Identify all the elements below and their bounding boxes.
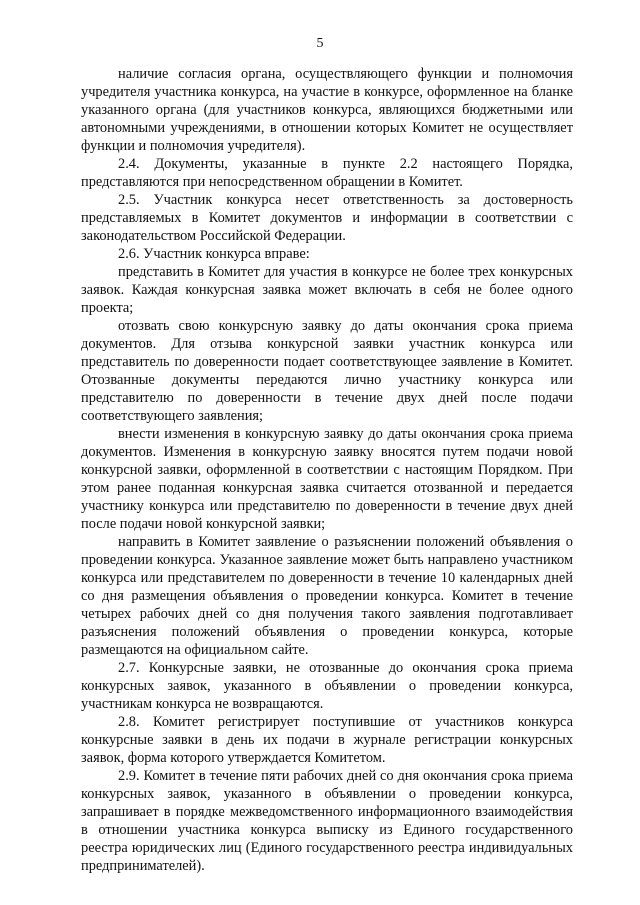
paragraph-request-clarification: направить в Комитет заявление о разъяснении положений объявления о проведении конкурса. Указанное заявление может быть направлено участником конкурса или представителем по доверенности в течение 10 календарных дней со дня размещения объявления о проведении конкурса. Комитет в течение четырех рабочих дней со дня получения такого заявления подготавливает разъяснения положений объявления о проведении конкурса, которые размещаются на официальном сайте. [81,534,573,658]
paragraph-amend-application: внести изменения в конкурсную заявку до даты окончания срока приема документов. Изменения в конкурсную заявку вносятся путем подачи новой конкурсной заявки, оформленной в соответствии с настоящим Порядком. При этом ранее поданная конкурсная заявка считается отозванной и передается участнику конкурса или представителю по доверенности в течение двух дней после подачи новой конкурсной заявки; [81,426,573,532]
paragraph-2-5: 2.5. Участник конкурса несет ответственность за достоверность представляемых в Комитет документов и информации в соответствии с законодательством Российской Федерации. [81,192,573,244]
paragraph-2-8: 2.8. Комитет регистрирует поступившие от участников конкурса конкурсные заявки в день их подачи в журнале регистрации конкурсных заявок, форма которого утверждается Комитетом. [81,714,573,766]
document-body [81,65,573,875]
paragraph-submit-applications: представить в Комитет для участия в конкурсе не более трех конкурсных заявок. Каждая конкурсная заявка может включать в себя не более одного проекта; [81,264,573,316]
paragraph-approval-consent: наличие согласия органа, осуществляющего функции и полномочия учредителя участника конкурса, на участие в конкурсе, оформленное на бланке указанного органа (для участников конкурса, являющихся бюджетными или автономными учреждениями, в отношении которых Комитет не осуществляет функции и полномочия учредителя). [81,66,573,154]
page-number: 5 [316,36,324,51]
paragraph-2-6: 2.6. Участник конкурса вправе: [118,246,310,262]
paragraph-2-7: 2.7. Конкурсные заявки, не отозванные до окончания срока приема конкурсных заявок, указанного в объявлении о проведении конкурса, участникам конкурса не возвращаются. [81,660,573,712]
paragraph-withdraw-application: отозвать свою конкурсную заявку до даты окончания срока приема документов. Для отзыва конкурсной заявки участник конкурса или представитель по доверенности подает соответствующее заявление в Комитет. Отозванные документы передаются лично участнику конкурса или представителю по доверенности в течение двух дней после подачи соответствующего заявления; [81,318,573,424]
paragraph-2-4: 2.4. Документы, указанные в пункте 2.2 настоящего Порядка, представляются при непосредственном обращении в Комитет. [81,156,573,190]
paragraph-2-9: 2.9. Комитет в течение пяти рабочих дней со дня окончания срока приема конкурсных заявок, указанного в объявлении о проведении конкурса, запрашивает в порядке межведомственного информационного взаимодействия в отношении участника конкурса выписку из Единого государственного реестра юридических лиц (Единого государственного реестра индивидуальных предпринимателей). [81,768,573,874]
